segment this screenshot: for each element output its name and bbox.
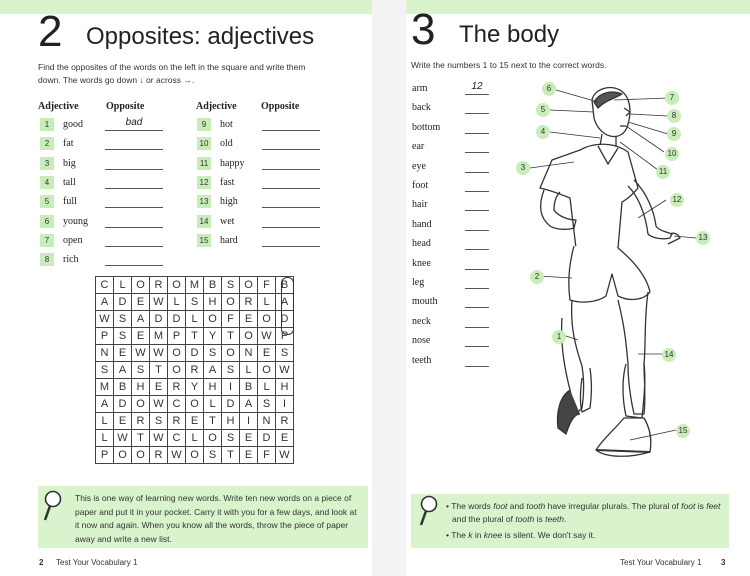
body-word: bottom (412, 121, 441, 133)
tip-line: paper and put it in your pocket. Carry it with you for a few days, and look at (75, 506, 357, 517)
grid-cell: D (222, 396, 240, 413)
adjective-word: rich (63, 254, 79, 266)
grid-cell: L (240, 362, 258, 379)
adjective-word: full (63, 196, 77, 208)
item-number-badge: 12 (197, 176, 211, 189)
grid-cell: E (240, 447, 258, 464)
instruction-left-2: down. The words go down ↓ or across →. (38, 75, 195, 85)
grid-cell: R (150, 277, 168, 294)
body-word: knee (412, 257, 431, 269)
grid-cell: W (150, 396, 168, 413)
body-word: eye (412, 160, 426, 172)
grid-cell: W (132, 345, 150, 362)
item-number-badge: 7 (40, 234, 54, 247)
grid-row (96, 328, 294, 345)
body-label-12: 12 (670, 193, 684, 207)
grid-cell: S (114, 328, 132, 345)
answer-line (465, 307, 489, 308)
grid-cell: O (222, 294, 240, 311)
grid-cell: T (222, 447, 240, 464)
section-title-left: Opposites: adjectives (86, 23, 315, 50)
answer-line (465, 94, 489, 95)
grid-cell: N (240, 345, 258, 362)
answer-line (105, 188, 163, 189)
item-number-badge: 4 (40, 176, 54, 189)
grid-cell: E (276, 430, 294, 447)
grid-cell: O (240, 328, 258, 345)
grid-cell: E (186, 413, 204, 430)
body-label-7: 7 (665, 91, 679, 105)
grid-cell: R (186, 362, 204, 379)
tip-emphasis: tooth (515, 514, 535, 524)
answer-line (465, 191, 489, 192)
grid-cell: O (168, 277, 186, 294)
grid-cell: T (186, 328, 204, 345)
body-label-10: 10 (665, 147, 679, 161)
grid-cell: D (150, 311, 168, 328)
answer-line (465, 113, 489, 114)
body-word: teeth (412, 354, 432, 366)
body-word: mouth (412, 296, 438, 308)
answer-line (262, 188, 320, 189)
grid-cell: M (186, 277, 204, 294)
grid-cell: R (168, 413, 186, 430)
grid-cell: H (222, 413, 240, 430)
answer-line (262, 149, 320, 150)
answer-line (465, 172, 489, 173)
answer-line (105, 130, 163, 131)
grid-cell: F (258, 277, 276, 294)
adjective-word: high (220, 196, 238, 208)
answer-line (465, 327, 489, 328)
answer-line (105, 207, 163, 208)
answer-line (105, 149, 163, 150)
grid-row (96, 362, 294, 379)
section-number-left: 2 (38, 7, 63, 56)
grid-cell: S (222, 277, 240, 294)
body-word: foot (412, 180, 429, 191)
body-word: hair (412, 199, 428, 211)
grid-cell: P (96, 447, 114, 464)
grid-cell: H (204, 379, 222, 396)
grid-cell: S (114, 311, 132, 328)
grid-cell: R (276, 413, 294, 430)
adjective-word: happy (220, 157, 245, 169)
footer-right-text: Test Your Vocabulary 1 (620, 558, 702, 567)
grid-cell: R (240, 294, 258, 311)
grid-cell: S (258, 396, 276, 413)
grid-cell: W (150, 430, 168, 447)
adjective-word: fast (220, 176, 235, 188)
item-number-badge: 3 (40, 157, 54, 170)
grid-cell: S (222, 430, 240, 447)
grid-cell: E (114, 345, 132, 362)
grid-cell: T (132, 430, 150, 447)
adjective-word: fat (63, 138, 74, 150)
body-label-11: 11 (656, 165, 670, 179)
col-header-adjective-2: Adjective (196, 101, 237, 112)
answer-field[interactable]: bad (125, 117, 143, 128)
grid-cell: M (150, 328, 168, 345)
answer-line (465, 152, 489, 153)
grid-cell: C (168, 430, 186, 447)
grid-cell: H (204, 294, 222, 311)
grid-cell: B (114, 379, 132, 396)
body-label-8: 8 (667, 109, 681, 123)
body-label-5: 5 (536, 103, 550, 117)
grid-cell: W (276, 362, 294, 379)
tip-emphasis: foot (493, 501, 508, 511)
grid-cell: R (150, 447, 168, 464)
grid-cell: C (96, 277, 114, 294)
grid-cell: E (240, 430, 258, 447)
body-word: arm (412, 83, 428, 94)
grid-cell: W (114, 430, 132, 447)
grid-cell: O (204, 430, 222, 447)
grid-cell: A (114, 362, 132, 379)
item-number-badge: 5 (40, 195, 54, 208)
grid-cell: A (240, 396, 258, 413)
grid-cell: P (96, 328, 114, 345)
body-word: ear (412, 141, 425, 153)
grid-cell: N (96, 345, 114, 362)
grid-cell: O (186, 447, 204, 464)
body-word: back (412, 102, 431, 114)
adjective-word: hot (220, 119, 233, 130)
item-number-badge: 15 (197, 234, 211, 247)
footer-left-num: 2 (39, 558, 44, 567)
grid-cell: D (114, 294, 132, 311)
grid-cell: D (186, 345, 204, 362)
answer-line (262, 207, 320, 208)
answer-line (465, 230, 489, 231)
adjective-word: wet (220, 215, 235, 227)
tip-line: it now and again. When you know all the words, throw the piece of paper (75, 520, 349, 530)
grid-cell: I (222, 379, 240, 396)
grid-cell: O (168, 345, 186, 362)
adjective-word: tall (63, 176, 76, 188)
tip-text: is silent. We don't say it. (502, 530, 596, 540)
answer-line (262, 246, 320, 247)
section-number-right: 3 (411, 5, 436, 54)
answer-line (465, 249, 489, 250)
body-label-9: 9 (667, 127, 681, 141)
item-number-badge: 10 (197, 137, 211, 150)
body-word: leg (412, 277, 425, 288)
grid-cell: P (276, 328, 294, 345)
grid-cell: D (258, 430, 276, 447)
grid-row (96, 430, 294, 447)
grid-cell: B (204, 277, 222, 294)
tip-line: away and write a new list. (75, 533, 172, 544)
answer-line (105, 227, 163, 228)
grid-cell: O (240, 277, 258, 294)
tip-emphasis: tooth (526, 501, 546, 511)
grid-cell: E (240, 311, 258, 328)
grid-cell: S (150, 413, 168, 430)
grid-cell: S (222, 362, 240, 379)
item-number-badge: 6 (40, 215, 54, 228)
grid-cell: M (96, 379, 114, 396)
item-number-badge: 1 (40, 118, 54, 131)
answer-loop-bad (281, 277, 294, 335)
tip-right-line3: • The k in knee is silent. We don't say it. (446, 530, 596, 540)
instruction-left-1: Find the opposites of the words on the left in the square and write them (38, 62, 306, 72)
grid-cell: I (276, 396, 294, 413)
grid-cell: A (96, 396, 114, 413)
grid-cell: S (204, 447, 222, 464)
answer-line (465, 288, 489, 289)
grid-row (96, 396, 294, 413)
grid-cell: S (204, 345, 222, 362)
answer-line (105, 169, 163, 170)
grid-cell: B (240, 379, 258, 396)
item-number-badge: 13 (197, 195, 211, 208)
grid-cell: T (150, 362, 168, 379)
footer-right-num: 3 (721, 558, 726, 567)
grid-row (96, 345, 294, 362)
grid-cell: O (204, 311, 222, 328)
tip-emphasis: knee (483, 530, 503, 540)
grid-cell: W (168, 447, 186, 464)
grid-cell: E (150, 379, 168, 396)
body-label-14: 14 (662, 348, 676, 362)
grid-cell: A (96, 294, 114, 311)
answer-line (105, 265, 163, 266)
grid-cell: W (96, 311, 114, 328)
body-label-3: 3 (516, 161, 530, 175)
grid-cell: T (204, 413, 222, 430)
grid-cell: Y (186, 379, 204, 396)
grid-row (96, 413, 294, 430)
body-label-2: 2 (530, 270, 544, 284)
grid-cell: R (132, 413, 150, 430)
item-number-badge: 11 (197, 157, 211, 170)
item-number-badge: 9 (197, 118, 211, 131)
grid-cell: F (222, 311, 240, 328)
tip-text: The (451, 530, 469, 540)
grid-cell: O (168, 362, 186, 379)
grid-cell: H (132, 379, 150, 396)
tip-text: is (534, 514, 546, 524)
tip-emphasis: feet (706, 501, 721, 511)
answer-line (465, 346, 489, 347)
grid-cell: B (276, 277, 294, 294)
answer-line (262, 227, 320, 228)
grid-row (96, 277, 294, 294)
adjective-word: old (220, 138, 233, 150)
item-number-badge: 14 (197, 215, 211, 228)
grid-cell: L (258, 379, 276, 396)
grid-cell: O (186, 396, 204, 413)
grid-row (96, 447, 294, 464)
body-word: neck (412, 315, 431, 327)
adjective-word: hard (220, 234, 238, 246)
adjective-word: big (63, 157, 76, 169)
grid-cell: H (276, 379, 294, 396)
grid-cell: W (258, 328, 276, 345)
grid-cell: I (240, 413, 258, 430)
grid-cell: A (132, 311, 150, 328)
tip-right-line1: • The words foot and tooth have irregular plurals. The plural of foot is feet (446, 501, 721, 511)
grid-cell: E (132, 328, 150, 345)
grid-cell: C (168, 396, 186, 413)
grid-row (96, 311, 294, 328)
body-answer-field[interactable]: 12 (471, 81, 483, 92)
grid-row (96, 294, 294, 311)
grid-cell: A (204, 362, 222, 379)
grid-cell: F (258, 447, 276, 464)
grid-cell: L (96, 413, 114, 430)
body-label-6: 6 (542, 82, 556, 96)
body-label-4: 4 (536, 125, 550, 139)
tip-text: The words (451, 501, 494, 511)
adjective-word: good (63, 119, 83, 130)
grid-cell: P (168, 328, 186, 345)
grid-cell: L (168, 294, 186, 311)
grid-cell: R (168, 379, 186, 396)
grid-cell: T (222, 328, 240, 345)
col-header-opposite-2: Opposite (261, 101, 300, 112)
body-word: hand (412, 218, 432, 230)
tip-text: and (507, 501, 527, 511)
tip-text: . (564, 514, 567, 524)
grid-cell: E (114, 413, 132, 430)
page-gutter (372, 0, 406, 576)
grid-cell: W (150, 345, 168, 362)
grid-row (96, 379, 294, 396)
grid-cell: O (132, 396, 150, 413)
top-band-right (406, 0, 750, 14)
tip-text: in (472, 530, 484, 540)
body-label-1: 1 (552, 330, 566, 344)
tip-text: have irregular plurals. The plural of (545, 501, 682, 511)
grid-cell: L (96, 430, 114, 447)
grid-cell: S (186, 294, 204, 311)
body-word: head (412, 238, 431, 250)
tip-right-line2 (452, 513, 566, 527)
grid-cell: O (222, 345, 240, 362)
adjective-word: open (63, 234, 83, 246)
grid-cell: O (258, 311, 276, 328)
answer-line (262, 169, 320, 170)
grid-cell: Y (204, 328, 222, 345)
tip-emphasis: k (468, 530, 473, 540)
grid-cell: A (276, 294, 294, 311)
grid-cell: L (186, 311, 204, 328)
grid-cell: O (132, 277, 150, 294)
section-title-right: The body (459, 21, 560, 48)
col-header-opposite-1: Opposite (106, 101, 145, 112)
adjective-word: young (63, 215, 88, 227)
grid-cell: W (150, 294, 168, 311)
grid-cell: N (258, 413, 276, 430)
grid-cell: O (114, 447, 132, 464)
item-number-badge: 8 (40, 253, 54, 266)
body-word: nose (412, 335, 431, 347)
body-label-15: 15 (676, 424, 690, 438)
answer-line (465, 133, 489, 134)
grid-cell: D (168, 311, 186, 328)
answer-line (262, 130, 320, 131)
col-header-adjective-1: Adjective (38, 101, 79, 112)
instruction-right: Write the numbers 1 to 15 next to the correct words. (411, 60, 607, 70)
grid-cell: O (132, 447, 150, 464)
answer-line (105, 246, 163, 247)
item-number-badge: 2 (40, 137, 54, 150)
grid-cell: L (204, 396, 222, 413)
grid-cell: L (186, 430, 204, 447)
tip-text: and the plural of (452, 514, 516, 524)
answer-line (465, 269, 489, 270)
grid-cell: L (258, 294, 276, 311)
magnifier-icon (42, 489, 66, 523)
grid-cell: E (132, 294, 150, 311)
grid-cell: S (96, 362, 114, 379)
grid-cell: E (258, 345, 276, 362)
magnifier-icon (418, 494, 442, 528)
grid-cell: S (132, 362, 150, 379)
answer-line (465, 210, 489, 211)
grid-cell: D (276, 311, 294, 328)
grid-cell: W (276, 447, 294, 464)
tip-emphasis: teeth (545, 514, 565, 524)
grid-cell: D (114, 396, 132, 413)
tip-line: This is one way of learning new words. Write ten new words on a piece of (75, 493, 352, 503)
grid-cell: S (276, 345, 294, 362)
tip-text: is (695, 501, 707, 511)
body-label-13: 13 (696, 231, 710, 245)
tip-emphasis: foot (681, 501, 696, 511)
answer-line (465, 366, 489, 367)
word-search-grid (95, 276, 294, 464)
grid-cell: O (258, 362, 276, 379)
grid-cell: L (114, 277, 132, 294)
footer-left-text: Test Your Vocabulary 1 (56, 558, 138, 567)
